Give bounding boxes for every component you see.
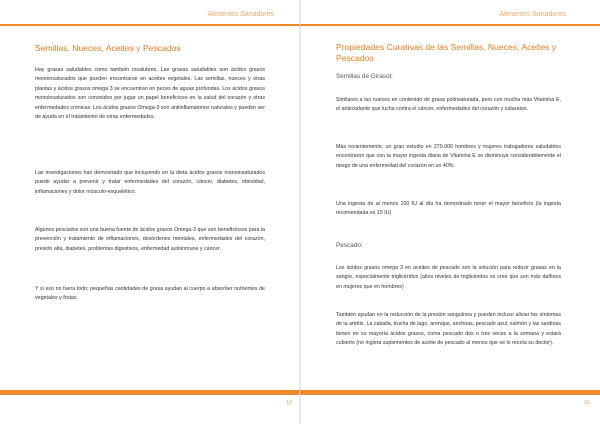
paragraph: Similares a las nueces en contenido de grasa polinsaturada, pero con mucha más Vitamina E, el antioxidante que lucha contra el cáncer, enfermedades del corazón y cataratas. bbox=[336, 97, 561, 113]
section-heading: Pescado: bbox=[336, 242, 363, 249]
paragraph: Y si eso no fuera todo; pequeñas cantidades de grasa ayudan al cuerpo a absorber nutrientes de vegetales y frutas. bbox=[35, 286, 265, 302]
right-page bbox=[300, 0, 600, 424]
paragraph: Una ingesta de al menos 100 IU al día ha demostrado tener el mayor beneficio (la ingesta recomendada es 15 IU) bbox=[336, 201, 561, 217]
footer-rule bbox=[0, 390, 300, 395]
page-title: Propiedades Curativas de las Semillas, Nueces, Aceites y Pescados bbox=[336, 42, 557, 63]
section-heading: Semillas de Girasol: bbox=[336, 73, 393, 80]
page-number: 15 bbox=[286, 400, 293, 406]
paragraph: Algunos pescados son una buena fuente de ácidos grasos Omega-3 que son beneficiosos para la prevención y tratamiento de inflamaciones, desórdenes mentales, enfermedades del corazón, presión alta, diabetes, problemas digestivos, enfermedad autoinmune y cáncer. bbox=[35, 227, 265, 252]
running-header: Alimentos Sanadores bbox=[207, 11, 274, 18]
paragraph: Las investigaciones han demostrado que incluyendo en la dieta ácidos grasos monoinsaturados puede ayudar a prevenir y tratar enfermedades del corazón, cáncer, diabetes, obesidad, inflamaciones y dolor músculo-esquelético. bbox=[35, 170, 265, 195]
paragraph: Más recientemente, un gran estudio en 279.000 hombres y mujeres trabajadores saludables encontraron que con la mayor ingesta diaria de Vitamina E se disminuye considerablemente el riesgo de una enfermedad del corazón en un 40%. bbox=[336, 144, 561, 169]
footer-rule bbox=[300, 390, 600, 395]
page-title: Semillas, Nueces, Aceites y Pescados bbox=[35, 43, 181, 53]
running-header: Alimentos Sanadores bbox=[499, 11, 566, 18]
paragraph: También ayudan en la reducción de la presión sanguínea y pueden incluso aliviar los síntomas de la artritis. La caballa, trucha de lago, arenque, anchoas, pescado azul, salmón y las sardinas tienen en su mayoría ácidos grasos, coma pescado dos o tres veces a la semana y estará cubierto (no ingiera suplementos de aceite de pescado al menos que se lo receta su doctor). bbox=[336, 312, 561, 347]
paragraph: Los ácidos grasos omega 3 en aceites de pescado son la solución para reducir grasas en la sangre, especialmente triglicéridos (altos niveles de triglicéridos se cree que son más dañinos en mujeres que en hombres) bbox=[336, 265, 561, 290]
paragraph: Hay grasas saludables como también insalubres. Las grasas saludables son ácidos grasos monoinsaturados que pueden encontrarse en aceites vegetales. Las semillas, nueces y otras plantas y ácidos grasos omega 3 se encuentran en peces de aguas profundas. Los ácidos grasos monoinsaturados son conocidos por jugar un papel beneficioso en la salud del corazón y otras enfermedades crónicas. Los ácidos grasos Omega-3 son antiinflamatorios naturales y pueden ser de ayuda en el tratamiento de otras enfermedades. bbox=[35, 67, 265, 121]
header-rule bbox=[0, 24, 300, 26]
header-rule bbox=[300, 24, 600, 26]
page-number: 16 bbox=[584, 400, 591, 406]
